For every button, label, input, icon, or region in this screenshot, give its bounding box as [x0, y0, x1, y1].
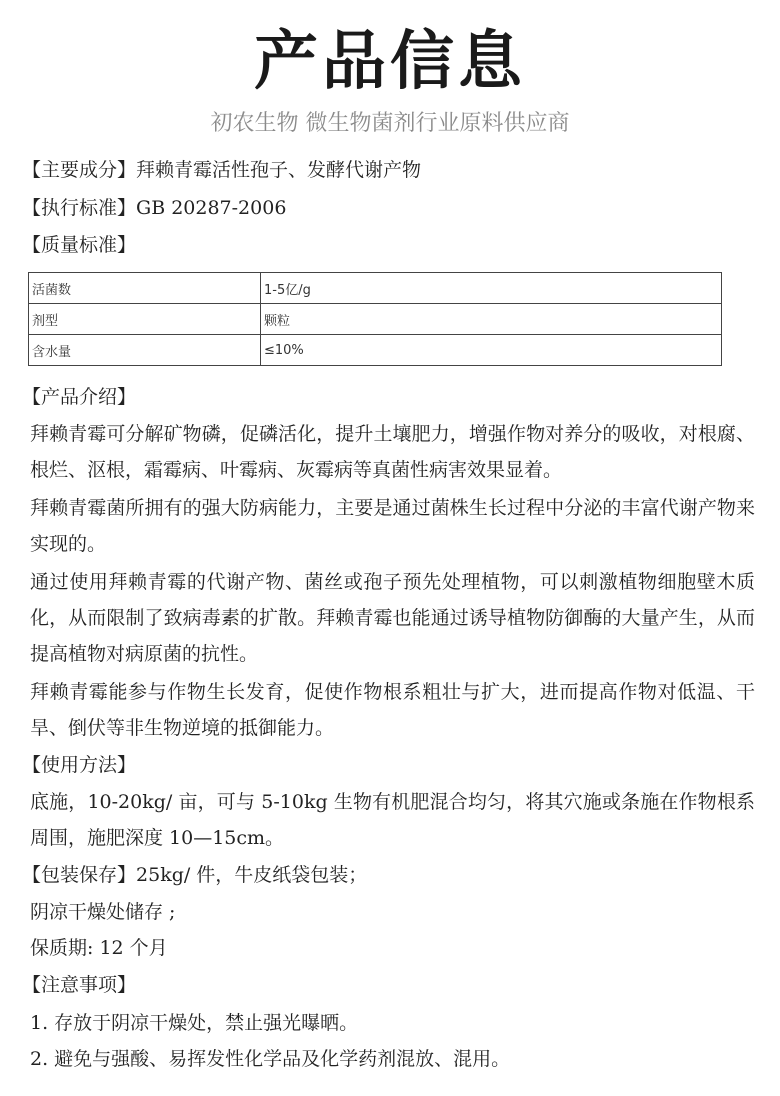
- notes-heading: 【注意事项】: [22, 974, 137, 996]
- table-cell-key: 含水量: [29, 335, 261, 366]
- quality-heading: 【质量标准】: [22, 234, 137, 256]
- intro-paragraph: 通过使用拜赖青霉的代谢产物、菌丝或孢子预先处理植物，可以刺激植物细胞壁木质化，从而限制了致病毒素的扩散。拜赖青霉也能通过诱导植物防御酶的大量产生，从而提高植物对病原菌的抗性。: [30, 571, 755, 665]
- ingredients-value: 拜赖青霉活性孢子、发酵代谢产物: [136, 159, 422, 181]
- table-cell-key: 剂型: [29, 304, 261, 335]
- usage-heading: 【使用方法】: [22, 754, 137, 776]
- table-cell-value: ≤10%: [261, 335, 722, 366]
- standard-row: [22, 193, 762, 223]
- table-row: [29, 335, 722, 366]
- table-row: [29, 304, 722, 335]
- note-item: 2. 避免与强酸、易挥发性化学品及化学药剂混放、混用。: [30, 1048, 511, 1070]
- usage-text: 底施，10-20kg/ 亩，可与 5-10kg 生物有机肥混合均匀，将其穴施或条施在作物根系周围，施肥深度 10—15cm。: [30, 791, 755, 849]
- note-item: 1. 存放于阴凉干燥处，禁止强光曝晒。: [30, 1012, 359, 1034]
- intro-paragraph: 拜赖青霉菌所拥有的强大防病能力，主要是通过菌株生长过程中分泌的丰富代谢产物来实现的。: [30, 497, 755, 555]
- table-cell-key: 活菌数: [29, 273, 261, 304]
- ingredients-row: [22, 155, 762, 185]
- table-cell-value: 1-5亿/g: [261, 273, 722, 304]
- standard-label: 【执行标准】: [22, 197, 137, 219]
- packaging-row: [22, 860, 762, 890]
- intro-paragraph: 拜赖青霉能参与作物生长发育，促使作物根系粗壮与扩大，进而提高作物对低温、干旱、倒伏等非生物逆境的抵御能力。: [30, 681, 755, 739]
- packaging-label: 【包装保存】: [22, 864, 137, 886]
- table-row: [29, 273, 722, 304]
- packaging-value: 25kg/ 件，牛皮纸袋包装；: [136, 864, 368, 886]
- table-cell-value: 颗粒: [261, 304, 722, 335]
- storage-text: 阴凉干燥处储存 ;: [30, 901, 176, 923]
- shelf-life-text: 保质期: 12 个月: [30, 937, 168, 959]
- page-title: 产品信息: [254, 24, 526, 99]
- standard-value: GB 20287-2006: [136, 197, 287, 219]
- ingredients-label: 【主要成分】: [22, 159, 137, 181]
- intro-heading: 【产品介绍】: [22, 386, 137, 408]
- quality-table: [28, 272, 722, 366]
- page-subtitle: 初农生物 微生物菌剂行业原料供应商: [210, 111, 570, 136]
- intro-paragraph: 拜赖青霉可分解矿物磷，促磷活化，提升土壤肥力，增强作物对养分的吸收，对根腐、根烂、沤根，霜霉病、叶霉病、灰霉病等真菌性病害效果显着。: [30, 423, 755, 481]
